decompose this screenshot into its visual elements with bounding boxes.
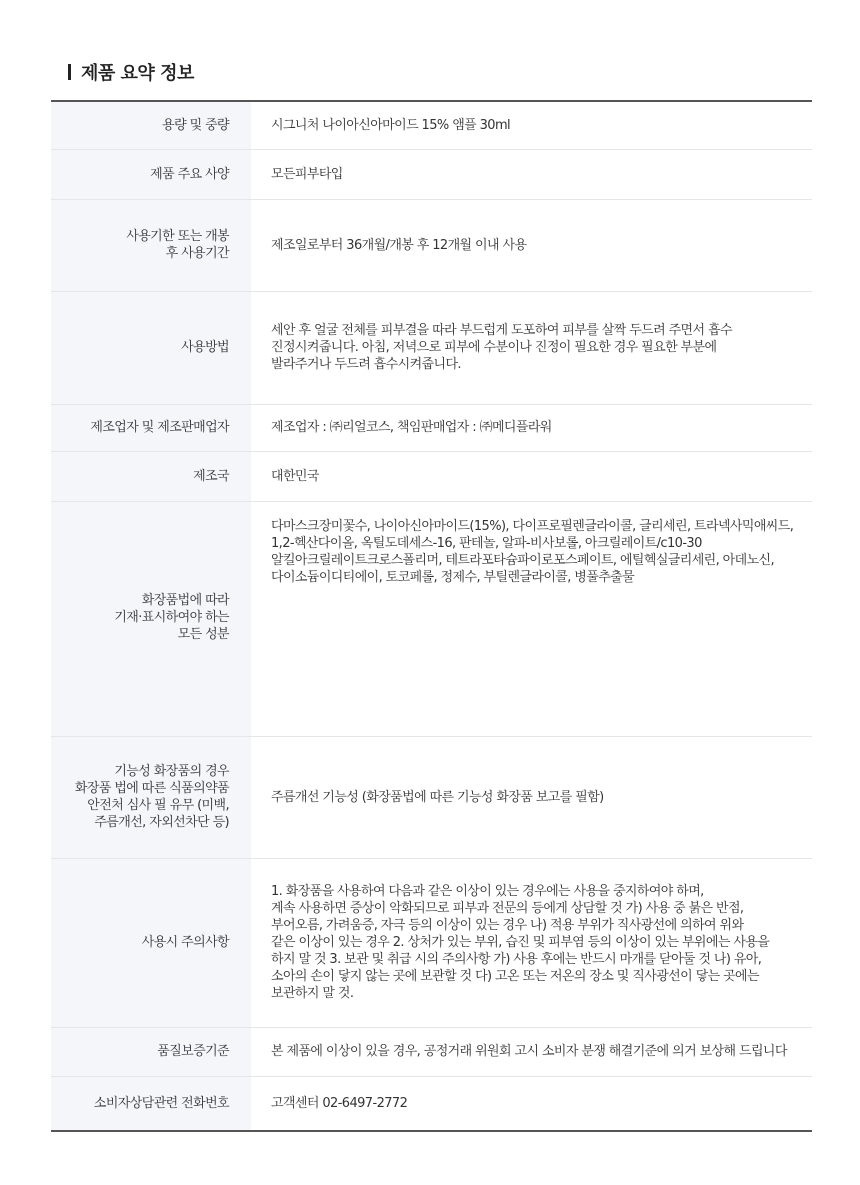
row-label-text: 소비자상담관련 전화번호	[93, 1095, 229, 1111]
table-row	[51, 451, 812, 501]
row-label-text: 사용방법	[181, 340, 229, 355]
product-info-table	[51, 100, 812, 1132]
row-label	[51, 149, 251, 199]
table-row	[51, 404, 812, 451]
row-label	[51, 1076, 251, 1131]
table-row	[51, 101, 812, 149]
row-label-text: 용량 및 중량	[162, 117, 229, 133]
row-label-text: 화장품법에 따라 기재·표시하여야 하는 모든 성분	[114, 592, 229, 642]
row-value: 모든피부타입	[251, 149, 812, 199]
row-value: 시그니처 나이아신아마이드 15% 앰플 30ml	[251, 101, 812, 149]
row-label	[51, 101, 251, 149]
row-label-text: 제조국	[193, 468, 229, 484]
row-label	[51, 291, 251, 404]
table-row	[51, 1076, 812, 1131]
section-title	[68, 58, 194, 86]
row-value: 본 제품에 이상이 있을 경우, 공정거래 위원회 고시 소비자 분쟁 해결기준에 의거 보상해 드립니다	[251, 1027, 812, 1076]
table-row	[51, 858, 812, 1027]
row-label	[51, 736, 251, 858]
section-title-text: 제품 요약 정보	[81, 63, 194, 84]
row-label	[51, 501, 251, 736]
row-value: 제조업자 : ㈜리얼코스, 책임판매업자 : ㈜메디플라워	[251, 404, 812, 451]
row-value: 1. 화장품을 사용하여 다음과 같은 이상이 있는 경우에는 사용을 중지하여야 하며, 계속 사용하면 증상이 악화되므로 피부과 전문의 등에게 상담할 것 가) 사용 중 붉은 반점, 부어오름, 가려움증, 자극 등의 이상이 있는 경우 나) 적용 부위가 직사광선에 의하여 위와 같은 이상이 있는 경우 2. 상처가 있는 부위, 습진 및 피부염 등의 이상이 있는 부위에는 사용을 하지 말 것 3. 보관 및 취급 시의 주의사항 가) 사용 후에는 반드시 마개를 닫아둘 것 나) 유아, 소아의 손이 닿지 않는 곳에 보관할 것 다) 고온 또는 저온의 장소 및 직사광선이 닿는 곳에는 보관하지 말 것.	[251, 858, 812, 1027]
row-label-text: 제조업자 및 제조판매업자	[90, 420, 229, 435]
row-label	[51, 858, 251, 1027]
table-row	[51, 501, 812, 736]
row-value: 세안 후 얼굴 전체를 피부결을 따라 부드럽게 도포하여 피부를 살짝 두드려 주면서 흡수 진정시켜줍니다. 아침, 저녁으로 피부에 수분이나 진정이 필요한 경우 필요한 부분에 발라주거나 두드려 흡수시켜줍니다.	[251, 291, 812, 404]
row-label	[51, 199, 251, 291]
row-label-text: 품질보증기준	[157, 1044, 229, 1059]
row-value: 제조일로부터 36개월/개봉 후 12개월 이내 사용	[251, 199, 812, 291]
row-value: 다마스크장미꽃수, 나이아신아마이드(15%), 다이프로필렌글라이콜, 글리세린, 트라넥사믹애씨드, 1,2-헥산다이올, 옥틸도데세스-16, 판테놀, 알파-비사보롤, 아크릴레이트/c10-30 알킬아크릴레이트크로스폴리머, 테트라포타슘파이로포스페이트, 에틸헥실글리세린, 아데노신, 다이소듐이디티에이, 토코페롤, 정제수, 부틸렌글라이콜, 병풀추출물	[251, 501, 812, 736]
table-row	[51, 291, 812, 404]
row-label	[51, 451, 251, 501]
row-label-text: 사용시 주의사항	[141, 935, 229, 950]
row-label-text: 제품 주요 사양	[150, 166, 229, 182]
row-value: 주름개선 기능성 (화장품법에 따른 기능성 화장품 보고를 필함)	[251, 736, 812, 858]
table-row	[51, 736, 812, 858]
row-label-text: 사용기한 또는 개봉 후 사용기간	[126, 229, 229, 261]
row-label	[51, 404, 251, 451]
row-value: 대한민국	[251, 451, 812, 501]
table-row	[51, 149, 812, 199]
title-bar-marker	[68, 64, 71, 80]
row-label	[51, 1027, 251, 1076]
table-row	[51, 1027, 812, 1076]
table-row	[51, 199, 812, 291]
row-value: 고객센터 02-6497-2772	[271, 1095, 408, 1111]
row-label-text: 기능성 화장품의 경우 화장품 법에 따른 식품의약품 안전처 심사 필 유무 (미백, 주름개선, 자외선차단 등)	[74, 764, 229, 830]
